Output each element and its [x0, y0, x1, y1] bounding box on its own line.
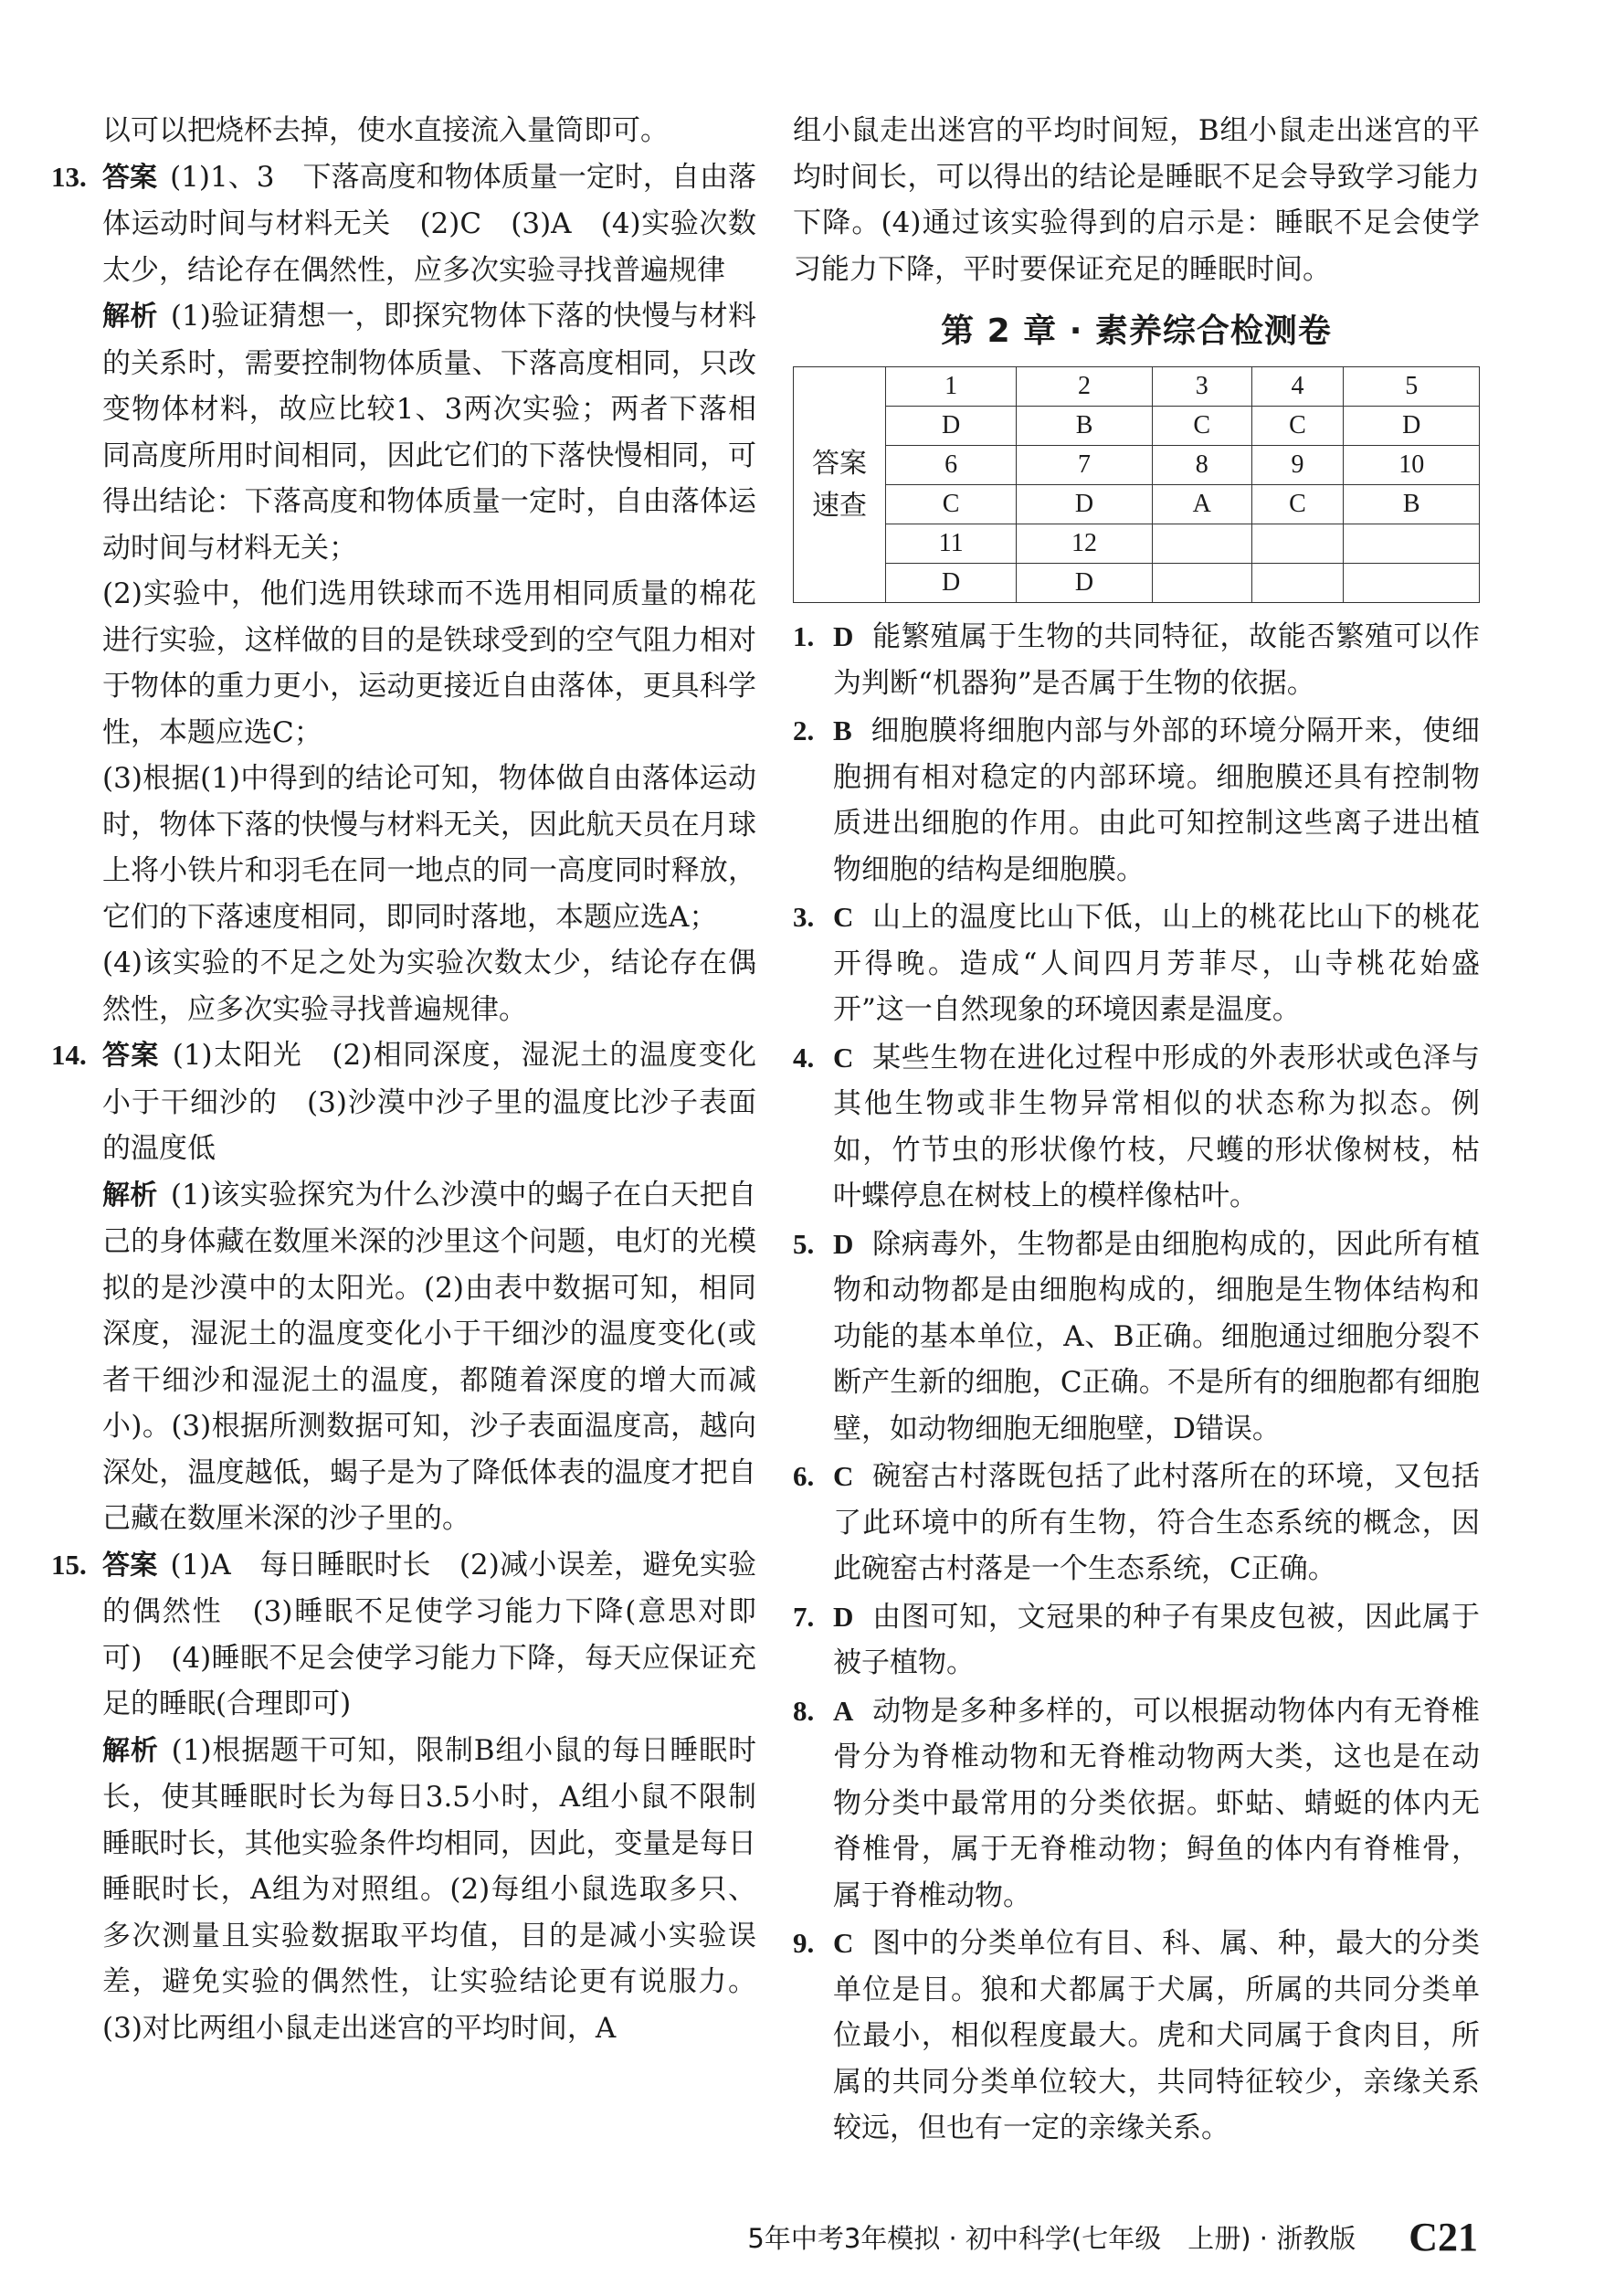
qa-answer: B	[1017, 407, 1153, 446]
qa-num: 1	[886, 367, 1017, 407]
choice-item: 8. A 动物是多种多样的，可以根据动物体内有无脊椎骨分为脊椎动物和无脊椎动物两大类，这也是在动物分类中最常用的分类依据。虾蛄、蜻蜓的体内无脊椎骨，属于无脊椎动物；鲟鱼的体内有脊椎骨，属于脊椎动物。	[793, 1688, 1480, 1920]
qa-answer: D	[1344, 407, 1480, 446]
analysis-text: (1)验证猜想一，即探究物体下落的快慢与材料的关系时，需要控制物体质量、下落高度相同，只改变物体材料，故应比较1、3两次实验；两者下落相同高度所用时间相同，因此它们的下落快慢相同，可得出结论：下落高度和物体质量一定时，自由落体运动时间与材料无关；	[102, 300, 756, 565]
choice-item: 9. C 图中的分类单位有目、科、属、种，最大的分类单位是目。狼和犬都属于犬属，所属的共同分类单位最小，相似程度最大。虎和犬同属于食肉目，所属的共同分类单位较大，共同特征较少，亲缘关系较远，但也有一定的亲缘关系。	[793, 1920, 1480, 2152]
choice-letter: D	[833, 1227, 854, 1260]
qa-num: 8	[1152, 446, 1251, 485]
left-column	[51, 108, 756, 2051]
answer-paragraph	[102, 154, 756, 294]
chapter-title: 第 2 章 · 素养综合检测卷	[941, 312, 1332, 350]
answer-text: (1)1、3 下落高度和物体质量一定时，自由落体运动时间与材料无关 (2)C (3)A (4)实验次数太少，结论存在偶然性，应多次实验寻找普遍规律	[102, 160, 756, 287]
choice-explanation: 细胞膜将细胞内部与外部的环境分隔开来，使细胞拥有相对稳定的内部环境。细胞膜还具有控制物质进出细胞的作用。由此可知控制这些离子进出植物细胞的结构是细胞膜。	[833, 714, 1480, 886]
qa-answer: D	[886, 407, 1017, 446]
qa-num: 9	[1251, 446, 1344, 485]
qa-num: 4	[1251, 367, 1344, 407]
continuation-paragraph: 组小鼠走出迷宫的平均时间短，B组小鼠走出迷宫的平均时间长，可以得出的结论是睡眠不足会导致学习能力下降。(4)通过该实验得到的启示是：睡眠不足会使学习能力下降，平时要保证充足的睡眠时间。	[793, 114, 1480, 286]
qa-answer: A	[1152, 485, 1251, 524]
book-title: 5年中考3年模拟 · 初中科学(七年级 上册) · 浙教版	[747, 2222, 1356, 2254]
choice-explanation: 碗窑古村落既包括了此村落所在的环境，又包括了此环境中的所有生物，符合生态系统的概念，因此碗窑古村落是一个生态系统，C正确。	[833, 1460, 1480, 1585]
analysis-label: 解析	[102, 1734, 159, 1767]
answer-text: (1)A 每日睡眠时长 (2)减小误差，避免实验的偶然性 (3)睡眠不足使学习能力下降(意思对即可) (4)睡眠不足会使学习能力下降，每天应保证充足的睡眠(合理即可)	[102, 1548, 756, 1720]
analysis-label: 解析	[102, 1179, 158, 1211]
analysis-paragraph	[102, 1728, 756, 2052]
qa-num: 3	[1152, 367, 1251, 407]
choice-explanation: 某些生物在进化过程中形成的外表形状或色泽与其他生物或非生物异常相似的状态称为拟态。例如，竹节虫的形状像竹枝，尺蠖的形状像树枝，枯叶蝶停息在树枝上的模样像枯叶。	[833, 1041, 1480, 1212]
qa-num: 6	[886, 446, 1017, 485]
choice-explanation: 除病毒外，生物都是由细胞构成的，因此所有植物和动物都是由细胞构成的，细胞是生物体结构和功能的基本单位，A、B正确。细胞通过细胞分裂不断产生新的细胞，C正确。不是所有的细胞都有细胞壁，如动物细胞无细胞壁，D错误。	[833, 1227, 1480, 1445]
qa-answer: D	[1017, 564, 1153, 603]
choice-explanation: 由图可知，文冠果的种子有果皮包被，因此属于被子植物。	[833, 1600, 1480, 1679]
qa-answer: D	[886, 564, 1017, 603]
choice-item: 2. B 细胞膜将细胞内部与外部的环境分隔开来，使细胞拥有相对稳定的内部环境。细胞膜还具有控制物质进出细胞的作用。由此可知控制这些离子进出植物细胞的结构是细胞膜。	[793, 708, 1480, 893]
qa-empty	[1152, 564, 1251, 603]
analysis-paragraph	[102, 1172, 756, 1542]
analysis-paragraph	[102, 293, 756, 571]
qa-empty	[1152, 524, 1251, 564]
question-14	[51, 1032, 756, 1542]
quick-answer-table	[793, 366, 1480, 603]
choice-letter: C	[833, 1927, 854, 1959]
qa-empty	[1344, 524, 1480, 564]
answer-paragraph	[102, 1032, 756, 1172]
intro-line: 以可以把烧杯去掉，使水直接流入量筒即可。	[102, 114, 669, 147]
qa-answer: B	[1344, 485, 1480, 524]
question-13	[51, 154, 756, 1033]
answer-label: 答案	[102, 161, 158, 194]
choice-explanation: 山上的温度比山下低，山上的桃花比山下的桃花开得晚。造成“人间四月芳菲尽，山寺桃花始盛开”这一自然现象的环境因素是温度。	[833, 901, 1480, 1026]
analysis-text: (1)该实验探究为什么沙漠中的蝎子在白天把自己的身体藏在数厘米深的沙里这个问题，电灯的光模拟的是沙漠中的太阳光。(2)由表中数据可知，相同深度，湿泥土的温度变化小于干细沙的温度变化(或者干细沙和湿泥土的温度，都随着深度的增大而减小)。(3)根据所测数据可知，沙子表面温度高，越向深处，温度越低，蝎子是为了降低体表的温度才把自己藏在数厘米深的沙子里的。	[102, 1178, 756, 1535]
choice-letter: C	[833, 901, 854, 933]
qa-answer: D	[1017, 485, 1153, 524]
qa-num: 11	[886, 524, 1017, 564]
qa-num: 12	[1017, 524, 1153, 564]
choice-item: 1. D 能繁殖属于生物的共同特征，故能否繁殖可以作为判断“机器狗”是否属于生物的依据。	[793, 614, 1480, 706]
qa-empty	[1251, 524, 1344, 564]
choice-letter: D	[833, 620, 854, 652]
choice-letter: C	[833, 1460, 854, 1492]
analysis-paragraph-2: (2)实验中，他们选用铁球而不选用相同质量的棉花进行实验，这样做的目的是铁球受到的空气阻力相对于物体的重力更小，运动更接近自由落体，更具科学性，本题应选C；	[102, 577, 756, 749]
qa-answer: C	[1152, 407, 1251, 446]
quick-answer-header: 答案 速查	[794, 367, 886, 603]
choice-explanation: 图中的分类单位有目、科、属、种，最大的分类单位是目。狼和犬都属于犬属，所属的共同分类单位最小，相似程度最大。虎和犬同属于食肉目，所属的共同分类单位较大，共同特征较少，亲缘关系较远，但也有一定的亲缘关系。	[833, 1927, 1480, 2144]
choice-item: 3. C 山上的温度比山下低，山上的桃花比山下的桃花开得晚。造成“人间四月芳菲尽，山寺桃花始盛开”这一自然现象的环境因素是温度。	[793, 894, 1480, 1033]
qa-num: 2	[1017, 367, 1153, 407]
right-column	[793, 108, 1480, 2153]
question-number: 14.	[51, 1039, 87, 1071]
choice-letter: D	[833, 1600, 854, 1633]
choice-letter: C	[833, 1041, 854, 1074]
choice-letter: B	[833, 714, 852, 746]
qa-answer: C	[1251, 485, 1344, 524]
choice-item: 7. D 由图可知，文冠果的种子有果皮包被，因此属于被子植物。	[793, 1594, 1480, 1687]
analysis-text: (1)根据题干可知，限制B组小鼠的每日睡眠时长，使其睡眠时长为每日3.5小时，A组小鼠不限制睡眠时长，其他实验条件均相同，因此，变量是每日睡眠时长，A组为对照组。(2)每组小鼠选取多只、多次测量且实验数据取平均值，目的是减小实验误差，避免实验的偶然性，让实验结论更有说服力。(3)对比两组小鼠走出迷宫的平均时间，A	[102, 1733, 756, 2045]
qa-empty	[1251, 564, 1344, 603]
choice-explanations	[793, 614, 1480, 2152]
analysis-paragraph-4: (4)该实验的不足之处为实验次数太少，结论存在偶然性，应多次实验寻找普遍规律。	[102, 947, 756, 1026]
qa-num: 5	[1344, 367, 1480, 407]
qa-num: 10	[1344, 446, 1480, 485]
qa-num: 7	[1017, 446, 1153, 485]
choice-item: 6. C 碗窑古村落既包括了此村落所在的环境，又包括了此环境中的所有生物，符合生态系统的概念，因此碗窑古村落是一个生态系统，C正确。	[793, 1454, 1480, 1592]
answer-text: (1)太阳光 (2)相同深度，湿泥土的温度变化小于干细沙的 (3)沙漠中沙子里的温度比沙子表面的温度低	[102, 1039, 756, 1165]
choice-item: 4. C 某些生物在进化过程中形成的外表形状或色泽与其他生物或非生物异常相似的状态称为拟态。例如，竹节虫的形状像竹枝，尺蠖的形状像树枝，枯叶蝶停息在树枝上的模样像枯叶。	[793, 1035, 1480, 1220]
question-15	[51, 1542, 756, 2052]
answer-label: 答案	[102, 1040, 160, 1072]
qa-answer: C	[1251, 407, 1344, 446]
question-number: 15.	[51, 1548, 87, 1581]
choice-letter: A	[833, 1694, 854, 1727]
analysis-paragraph-3: (3)根据(1)中得到的结论可知，物体做自由落体运动时，物体下落的快慢与材料无关，因此航天员在月球上将小铁片和羽毛在同一地点的同一高度同时释放，它们的下落速度相同，即同时落地，本题应选A；	[102, 762, 756, 934]
answer-paragraph	[102, 1542, 756, 1728]
page-footer	[702, 2209, 1478, 2264]
choice-explanation: 能繁殖属于生物的共同特征，故能否繁殖可以作为判断“机器狗”是否属于生物的依据。	[833, 620, 1480, 700]
analysis-label: 解析	[102, 301, 158, 333]
choice-explanation: 动物是多种多样的，可以根据动物体内有无脊椎骨分为脊椎动物和无脊椎动物两大类，这也是在动物分类中最常用的分类依据。虾蛄、蜻蜓的体内无脊椎骨，属于无脊椎动物；鲟鱼的体内有脊椎骨，属于脊椎动物。	[833, 1694, 1480, 1912]
answer-label: 答案	[102, 1549, 158, 1582]
page-number: C21	[1409, 2214, 1478, 2259]
qa-empty	[1344, 564, 1480, 603]
qa-answer: C	[886, 485, 1017, 524]
question-number: 13.	[51, 160, 87, 193]
choice-item: 5. D 除病毒外，生物都是由细胞构成的，因此所有植物和动物都是由细胞构成的，细胞是生物体结构和功能的基本单位，A、B正确。细胞通过细胞分裂不断产生新的细胞，C正确。不是所有的细胞都有细胞壁，如动物细胞无细胞壁，D错误。	[793, 1222, 1480, 1453]
